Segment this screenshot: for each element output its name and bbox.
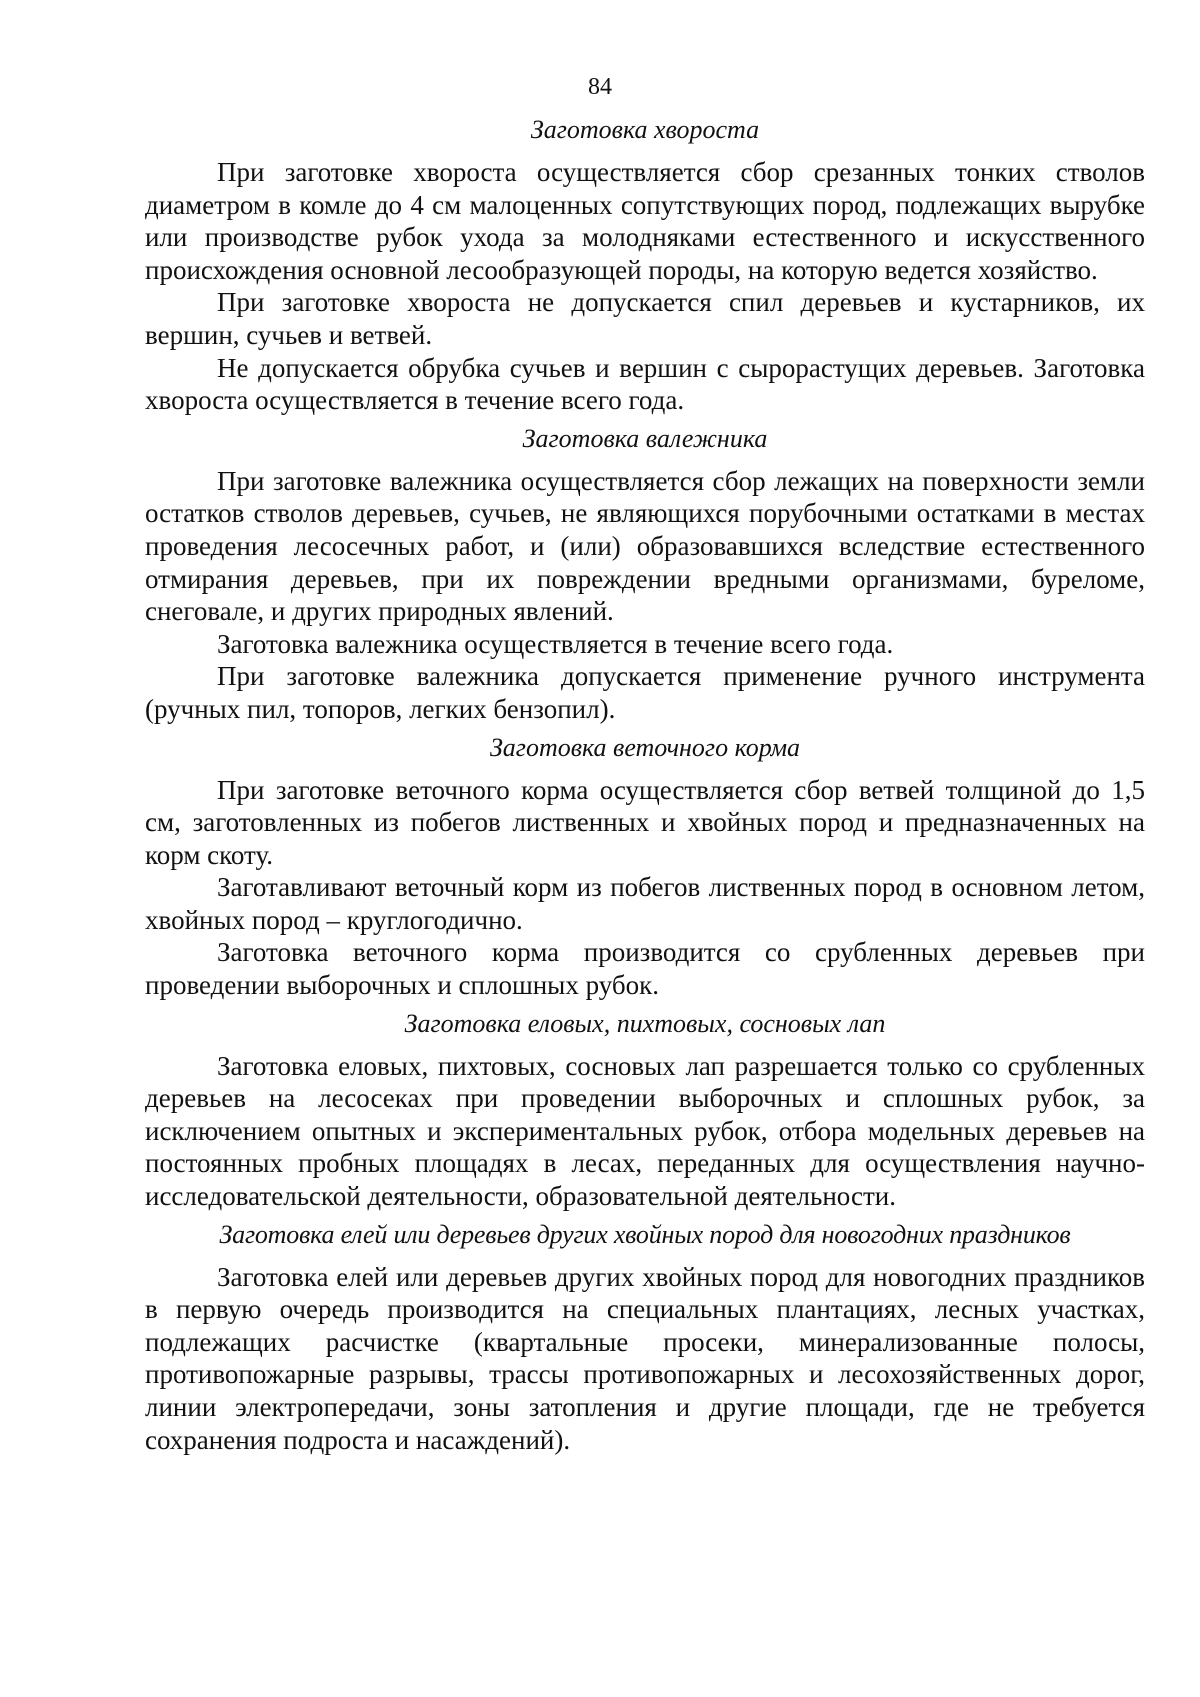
paragraph: При заготовке хвороста не допускается спил деревьев и кустарников, их вершин, сучьев и ветвей. (145, 287, 1145, 350)
section-heading: Заготовка веточного корма (489, 732, 801, 762)
paragraph: Заготавливают веточный корм из побегов лиственных пород в основном летом, хвойных пород – круглогодично. (145, 872, 1145, 935)
section-heading: Заготовка хвороста (530, 115, 760, 144)
section-branch-fodder (145, 728, 1145, 1002)
paragraph: При заготовке валежника допускается применение ручного инструмента (ручных пил, топоров, легких бензопил). (145, 661, 1145, 724)
section-heading: Заготовка еловых, пихтовых, сосновых лап (404, 1008, 886, 1038)
paragraph: Заготовка валежника осуществляется в течение всего года. (217, 628, 894, 659)
paragraph: При заготовке валежника осуществляется сбор лежащих на поверхности земли остатков стволов деревьев, сучьев, не являющихся порубочными остатками в местах проведения лесосечных работ, и (или) образовавшихся вследствие естественного отмирания деревьев, при их повреждении вредными организмами, буреломе, снеговале, и других природных явлений. (145, 465, 1145, 627)
section-deadwood (145, 419, 1145, 726)
document-body (145, 110, 1145, 1456)
section-heading: Заготовка валежника (522, 423, 768, 453)
section-conifer-branches (145, 1004, 1145, 1213)
paragraph: Заготовка еловых, пихтовых, сосновых лап разрешается только со срубленных деревьев на лесосеках при проведении выборочных и сплошных рубок, за исключением опытных и экспериментальных рубок, отбора модельных деревьев на постоянных пробных площадях в лесах, переданных для осуществления научно-исследовательской деятельности, образовательной деятельности. (145, 1050, 1145, 1212)
section-heading: Заготовка елей или деревьев других хвойных пород для новогодних праздников (219, 1219, 1071, 1249)
section-new-year-trees (145, 1215, 1145, 1457)
paragraph: При заготовке веточного корма осуществляется сбор ветвей толщиной до 1,5 см, заготовленных из побегов лиственных и хвойных пород и предназначенных на корм скоту. (145, 774, 1145, 870)
section-brushwood (145, 110, 1145, 417)
paragraph: Заготовка веточного корма производится со срубленных деревьев при проведении выборочных и сплошных рубок. (145, 937, 1145, 1001)
paragraph: Не допускается обрубка сучьев и вершин с сырорастущих деревьев. Заготовка хвороста осуществляется в течение всего года. (145, 352, 1145, 416)
paragraph: Заготовка елей или деревьев других хвойных пород для новогодних праздников в первую очередь производится на специальных плантациях, лесных участках, подлежащих расчистке (квартальные просеки, минерализованные полосы, противопожарные разрывы, трассы противопожарных и лесохозяйственных дорог, линии электропередачи, зоны затопления и другие площади, где не требуется сохранения подроста и насаждений). (145, 1261, 1145, 1455)
paragraph: При заготовке хвороста осуществляется сбор срезанных тонких стволов диаметром в комле до 4 см малоценных сопутствующих пород, подлежащих вырубке или производстве рубок ухода за молодняками естественного и искусственного происхождения основной лесообразующей породы, на которую ведется хозяйство. (145, 157, 1145, 285)
page-number: 84 (588, 74, 612, 100)
